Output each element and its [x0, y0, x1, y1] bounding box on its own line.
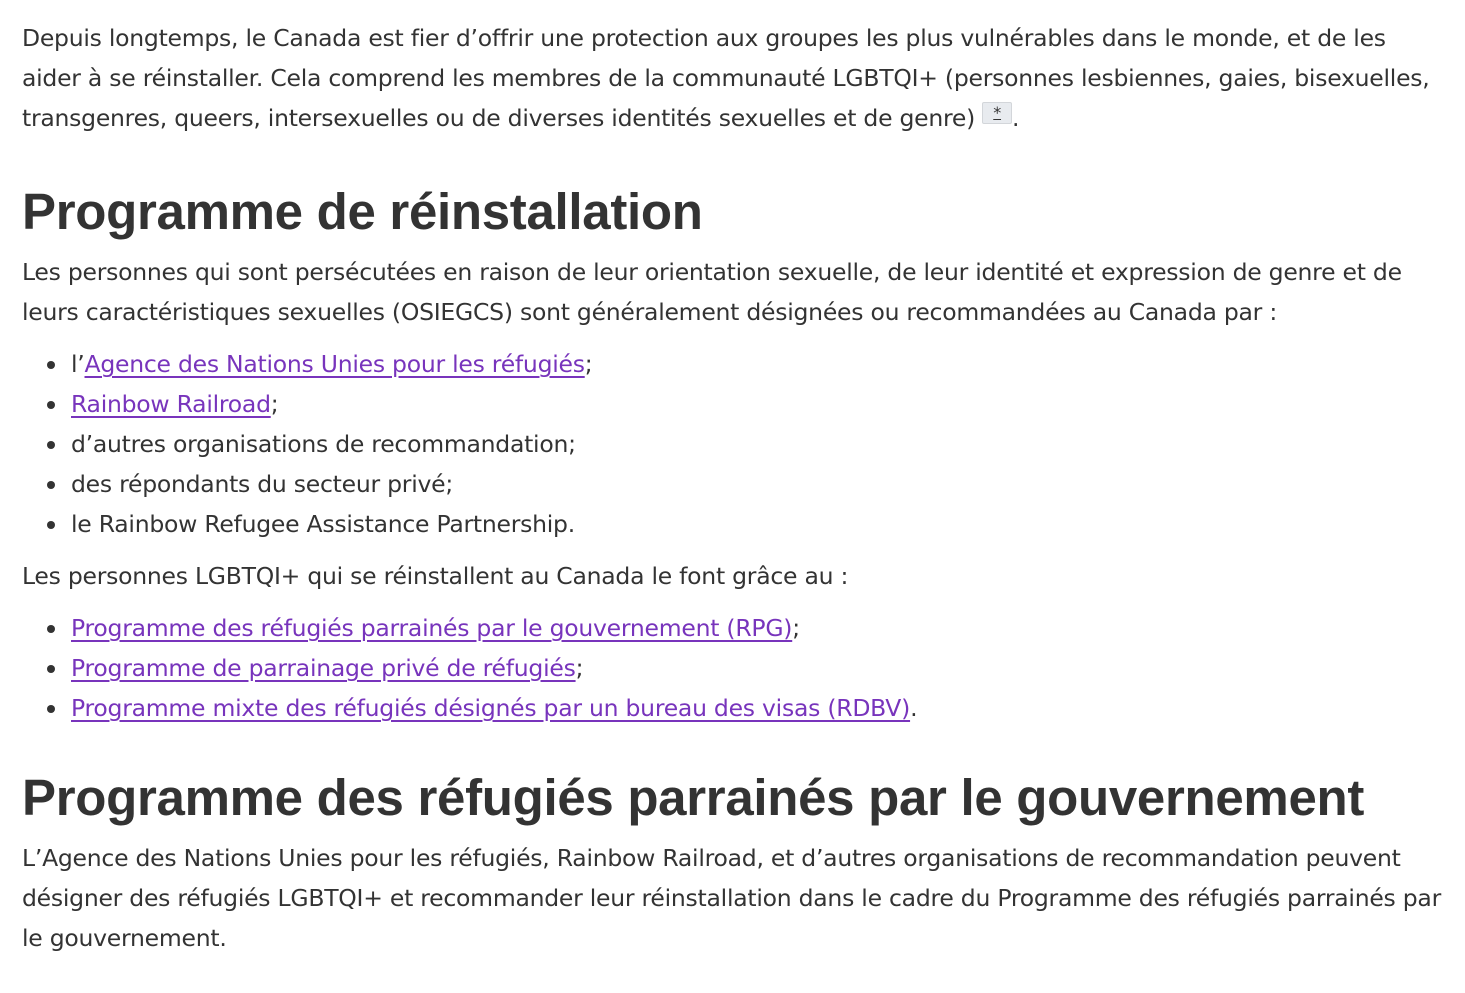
intro-paragraph	[22, 18, 1443, 138]
referrers-list	[22, 344, 1443, 544]
link-bvor[interactable]: Programme mixte des réfugiés désignés par un bureau des visas (RDBV)	[71, 694, 911, 722]
section-heading-gar: Programme des réfugiés parrainés par le gouvernement	[22, 769, 1365, 826]
list-item-suffix: ;	[584, 350, 593, 378]
section1-paragraph: Les personnes qui sont persécutées en raison de leur orientation sexuelle, de leur identité et expression de genre et de leurs caractéristiques sexuelles (OSIEGCS) sont généralement désignées ou recommandées au Canada par :	[22, 258, 1402, 326]
programs-list	[22, 608, 1443, 728]
section1-paragraph-2: Les personnes LGBTQI+ qui se réinstallent au Canada le font grâce au :	[22, 562, 849, 590]
list-item	[71, 688, 1443, 728]
list-item	[71, 648, 1443, 688]
footnote-link[interactable]: *	[982, 102, 1012, 124]
list-item	[71, 504, 1443, 544]
list-item-text: le Rainbow Refugee Assistance Partnership.	[71, 510, 575, 538]
link-rainbow-railroad[interactable]: Rainbow Railroad	[71, 390, 271, 418]
link-private-sponsorship[interactable]: Programme de parrainage privé de réfugiés	[71, 654, 576, 682]
link-rpg[interactable]: Programme des réfugiés parrainés par le gouvernement (RPG)	[71, 614, 793, 642]
section-heading-resettlement: Programme de réinstallation	[22, 183, 703, 240]
list-item-text: des répondants du secteur privé;	[71, 470, 454, 498]
list-item-suffix: ;	[792, 614, 800, 642]
list-item	[71, 608, 1443, 648]
list-item-suffix: .	[910, 694, 918, 722]
link-unhcr[interactable]: Agence des Nations Unies pour les réfugiés	[84, 350, 585, 378]
intro-text: Depuis longtemps, le Canada est fier d’offrir une protection aux groupes les plus vulnérables dans le monde, et de les aider à se réinstaller. Cela comprend les membres de la communauté LGBTQI+ (personnes lesbiennes, gaies, bisexuelles, transgenres, queers, intersexuelles ou de diverses identités sexuelles et de genre)	[22, 24, 1430, 132]
list-item	[71, 384, 1443, 424]
intro-end: .	[1012, 104, 1020, 132]
list-item	[71, 464, 1443, 504]
list-item-suffix: ;	[270, 390, 279, 418]
list-item	[71, 424, 1443, 464]
list-item-text: l’	[71, 350, 85, 378]
list-item	[71, 344, 1443, 384]
list-item-suffix: ;	[575, 654, 584, 682]
list-item-text: d’autres organisations de recommandation;	[71, 430, 576, 458]
section2-paragraph: L’Agence des Nations Unies pour les réfugiés, Rainbow Railroad, et d’autres organisations de recommandation peuvent désigner des réfugiés LGBTQI+ et recommander leur réinstallation dans le cadre du Programme des réfugiés parrainés par le gouvernement.	[22, 844, 1441, 952]
